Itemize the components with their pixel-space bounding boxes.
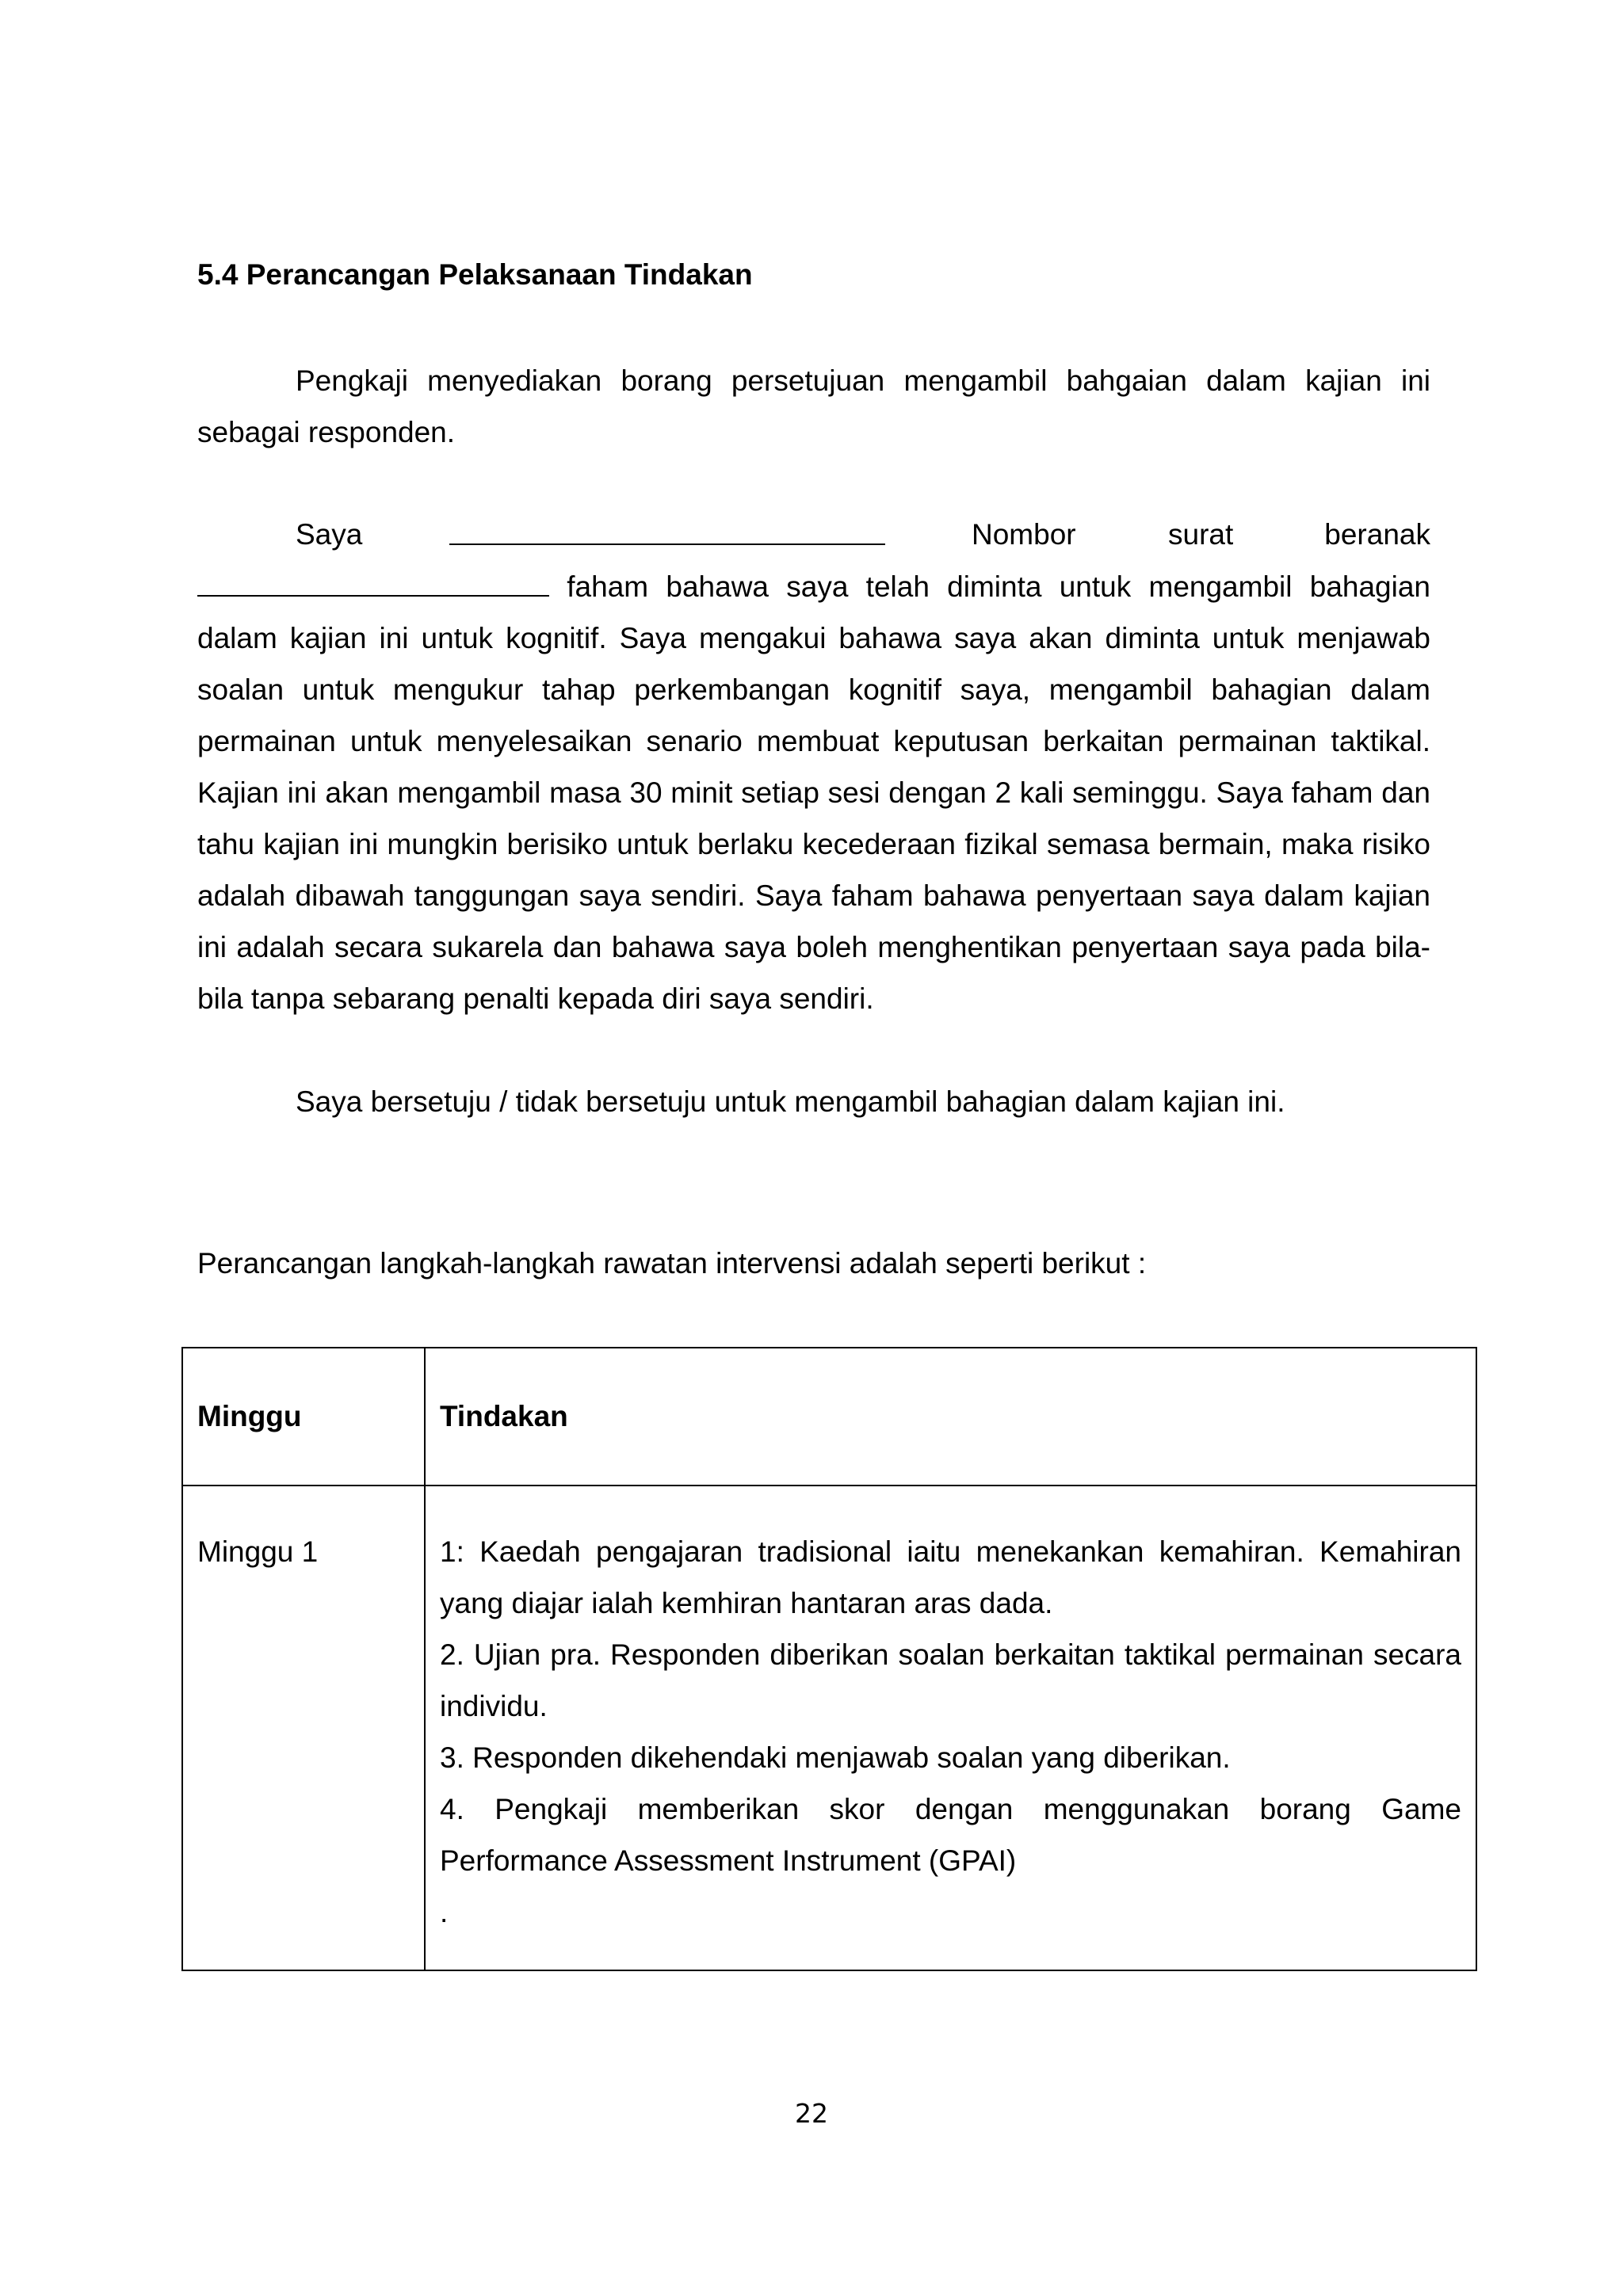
agreement-paragraph <box>197 1076 1430 1127</box>
plan-intro-paragraph: Perancangan langkah-langkah rawatan intervensi adalah seperti berikut : <box>197 1247 1147 1280</box>
consent-body-text: faham bahawa saya telah diminta untuk mengambil bahagian dalam kajian ini untuk kognitif. Saya mengakui bahawa saya akan diminta untuk menjawab soalan untuk mengukur tahap perkembangan kognitif saya, mengambil bahagian dalam permainan untuk menyelesaikan senario membuat keputusan berkaitan permainan taktikal. Kajian ini akan mengambil masa 30 minit setiap sesi dengan 2 kali seminggu. Saya faham dan tahu kajian ini mungkin berisiko untuk berlaku kecederaan fizikal semasa bermain, maka risiko adalah dibawah tanggungan saya sendiri. Saya faham bahawa penyertaan saya dalam kajian ini adalah secara sukarela dan bahawa saya boleh menghentikan penyertaan saya pada bila-bila tanpa sebarang penalti kepada diri saya sendiri. <box>197 570 1431 1015</box>
tindakan-item: 3. Responden dikehendaki menjawab soalan yang diberikan. <box>440 1741 1231 1774</box>
beranak-label: beranak <box>1324 518 1430 551</box>
table-row <box>182 1486 1476 1970</box>
header-tindakan: Tindakan <box>425 1348 1476 1486</box>
cell-tindakan <box>425 1486 1476 1970</box>
tindakan-item: . <box>440 1896 449 1928</box>
tindakan-item: 4. Pengkaji memberikan skor dengan menggunakan borang Game Performance Assessment Instrument (GPAI) <box>440 1793 1461 1877</box>
tindakan-item: 2. Ujian pra. Responden diberikan soalan berkaitan taktikal permainan secara individu. <box>440 1638 1461 1722</box>
ic-number-blank[interactable] <box>197 570 549 603</box>
cell-minggu: Minggu 1 <box>182 1486 425 1970</box>
saya-label: Saya <box>296 518 363 551</box>
intro-paragraph <box>197 355 1430 458</box>
intro-text: Pengkaji menyediakan borang persetujuan mengambil bahgaian dalam kajian ini sebagai responden. <box>197 364 1430 448</box>
consent-first-line <box>197 509 1430 560</box>
section-heading: 5.4 Perancangan Pelaksanaan Tindakan <box>197 258 753 291</box>
surat-label: surat <box>1168 518 1234 551</box>
intervention-plan-table <box>181 1347 1477 1971</box>
consent-paragraph <box>197 560 1430 1024</box>
tindakan-item: 1: Kaedah pengajaran tradisional iaitu menekankan kemahiran. Kemahiran yang diajar ialah kemhiran hantaran aras dada. <box>440 1535 1461 1619</box>
agreement-text: Saya bersetuju / tidak bersetuju untuk mengambil bahagian dalam kajian ini. <box>296 1085 1285 1118</box>
table-header-row <box>182 1348 1476 1486</box>
nombor-label: Nombor <box>972 518 1076 551</box>
page-number: 22 <box>795 2098 828 2129</box>
header-minggu: Minggu <box>182 1348 425 1486</box>
